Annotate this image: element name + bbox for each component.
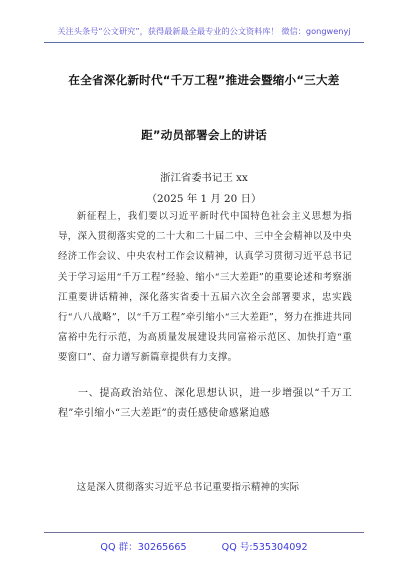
document-author: 浙江省委书记王 xx: [160, 172, 248, 184]
document-title-line-1: 在全省深化新时代“千万工程”推进会暨缩小“三大差: [68, 73, 340, 87]
footer-qq-number: QQ 号:535304092: [221, 542, 308, 553]
document-title-line-2: 距”动员部署会上的讲话: [141, 128, 267, 142]
body-paragraph-1: 新征程上，我们要以习近平新时代中国特色社会主义思想为指导，深入贯彻落实党的二十大和二十届二中、三中全会精神以及中央经济工作会议、中央农村工作会议精神，认真学习贯彻习近平总书记关于学习运用“千万工程”经验、缩小“三大差距”的重要论述和考察浙江重要讲话精神，深化落实省委十五届六次全会部署要求，忠实践行“八八战略”，以“千万工程”牵引缩小“三大差距”，努力在推进共同富裕中先行示范，为高质量发展建设共同富裕示范区、加快打造“重要窗口”、奋力谱写新篇章提供有力支撑。: [58, 211, 352, 364]
header-banner: 关注头条号“公文研究”，获得最新最全最专业的公文资料库！ 微信：gongwenyj: [44, 20, 364, 43]
footer-contact: [44, 532, 364, 553]
section-heading-1: 一、提高政治站位、深化思想认识，进一步增强以“千万工程”牵引缩小“三大差距”的责任感使命感紧迫感: [58, 388, 352, 420]
document-date: （2025 年 1 月 20 日）: [146, 193, 262, 205]
body-paragraph-2: 这是深入贯彻落实习近平总书记重要指示精神的实际: [76, 482, 300, 493]
footer-qq-group: QQ 群：30265665: [100, 542, 187, 553]
